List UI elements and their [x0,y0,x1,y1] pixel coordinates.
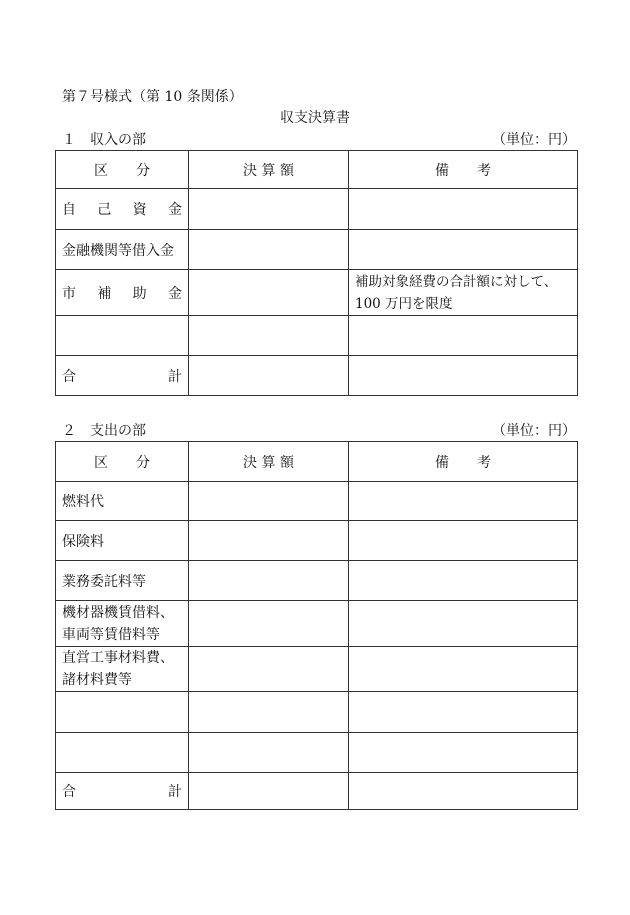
category-char: 助 [132,285,147,302]
table-row [56,601,578,647]
total-char: 合 [62,368,76,385]
category-line: 機材器機賃借料、 [62,604,174,621]
header-amount: 決 算 額 [189,442,349,482]
table-row [56,647,578,692]
remarks-line: 補助対象経費の合計額に対して、 [355,273,558,290]
expense-total-row [56,773,578,810]
table-row [56,270,578,316]
remarks-cell[interactable] [349,733,578,773]
income-table [55,150,578,396]
remarks-cell[interactable] [349,482,578,521]
header-category: 区 分 [56,442,189,482]
amount-cell[interactable] [189,270,349,316]
row-category [56,733,189,773]
amount-cell[interactable] [189,482,349,521]
table-row [56,230,578,270]
row-category [56,601,189,647]
row-category: 保険料 [56,521,189,561]
total-amount-cell[interactable] [189,356,349,396]
header-remarks: 備 考 [349,442,578,482]
header-amount: 決 算 額 [189,151,349,189]
remarks-cell[interactable] [349,521,578,561]
expense-header-row [56,442,578,482]
expense-table [55,441,578,810]
table-row [56,521,578,561]
amount-cell[interactable] [189,601,349,647]
total-amount-cell[interactable] [189,773,349,810]
amount-cell[interactable] [189,561,349,601]
header-remarks: 備 考 [349,151,578,189]
expense-unit-label: （単位：円） [492,423,576,439]
income-unit-label: （単位：円） [492,132,576,148]
amount-cell[interactable] [189,189,349,230]
remarks-cell[interactable] [349,230,578,270]
table-row [56,482,578,521]
amount-cell[interactable] [189,521,349,561]
total-label [56,773,189,810]
remarks-cell[interactable] [349,692,578,733]
remarks-cell[interactable] [349,773,578,810]
remarks-cell[interactable] [349,601,578,647]
table-row [56,733,578,773]
amount-cell[interactable] [189,316,349,356]
table-row [56,692,578,733]
amount-cell[interactable] [189,647,349,692]
income-header-row [56,151,578,189]
amount-cell[interactable] [189,692,349,733]
row-category: 燃料代 [56,482,189,521]
category-char: 資 [132,202,147,218]
category-char: 市 [62,285,76,302]
remarks-cell[interactable] [349,561,578,601]
row-category: 金融機関等借入金 [56,230,189,270]
category-line: 諸材料費等 [62,672,132,688]
amount-cell[interactable] [189,230,349,270]
row-category [56,647,189,692]
category-char: 金 [167,285,182,302]
table-row [56,316,578,356]
row-category [56,270,189,316]
remarks-line: 100 万円を限度 [355,295,453,312]
total-char: 計 [168,784,182,800]
income-total-row [56,356,578,396]
form-label: 第７号様式（第 10 条関係） [62,89,243,105]
table-row [56,189,578,230]
total-label [56,356,189,396]
total-char: 合 [62,784,76,800]
remarks-cell[interactable] [349,356,578,396]
remarks-cell[interactable] [349,316,578,356]
category-char: 自 [62,202,76,218]
header-category: 区 分 [56,151,189,189]
income-section-heading: １ 収入の部 [62,132,146,148]
remarks-cell[interactable] [349,647,578,692]
total-char: 計 [168,368,182,385]
row-category [56,316,189,356]
remarks-cell[interactable] [349,189,578,230]
category-line: 車両等賃借料等 [62,626,160,643]
expense-section-heading: ２ 支出の部 [62,423,146,439]
row-category [56,189,189,230]
row-category [56,692,189,733]
row-category: 業務委託料等 [56,561,189,601]
category-char: 金 [167,202,182,218]
category-char: 己 [97,202,112,218]
category-line: 直営工事材料費、 [62,650,174,666]
amount-cell[interactable] [189,733,349,773]
document-title: 収支決算書 [280,110,350,126]
table-row [56,561,578,601]
remarks-cell[interactable] [349,270,578,316]
category-char: 補 [97,285,112,302]
